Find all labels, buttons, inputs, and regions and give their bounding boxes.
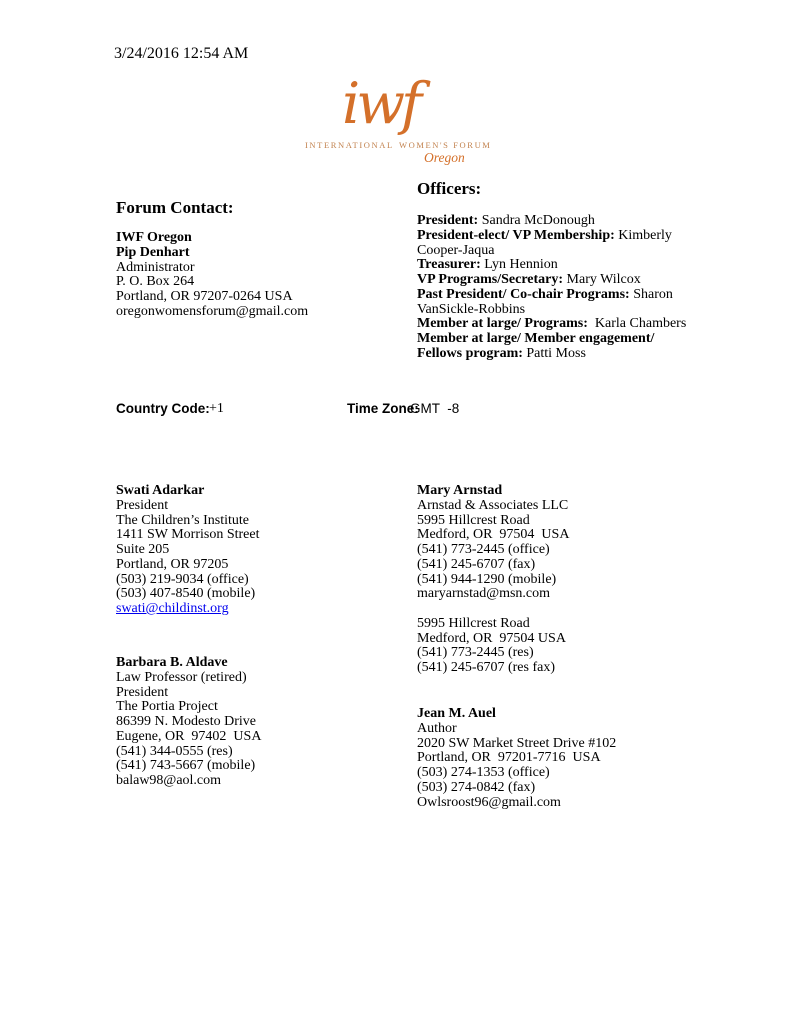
member-entry-mary-arnstad: [417, 484, 707, 676]
member-line: Suite 205: [116, 542, 170, 557]
time-zone-value: GMT -8: [410, 401, 460, 416]
member-line: Law Professor (retired): [116, 669, 247, 685]
officer-entry: President-elect/ VP Membership: Kimberly: [417, 227, 672, 243]
officer-entry: Cooper-Jaqua: [417, 242, 495, 258]
member-line: 5995 Hillcrest Road: [417, 512, 530, 528]
officer-entry: VP Programs/Secretary: Mary Wilcox: [417, 272, 641, 287]
officer-entry: Fellows program: Patti Moss: [417, 345, 586, 361]
member-line: Portland, OR 97201-7716 USA: [417, 750, 601, 766]
member-line: The Portia Project: [116, 699, 218, 715]
officer-entry: Treasurer: Lyn Hennion: [417, 257, 558, 273]
country-code-label: Country Code:: [116, 401, 210, 416]
spacer-line: [417, 602, 707, 617]
officer-entry: President: Sandra McDonough: [417, 213, 595, 228]
member-phone: (541) 944-1290 (mobile): [417, 571, 557, 587]
logo-region-oregon: Oregon: [424, 150, 465, 165]
member-phone: (541) 245-6707 (res fax): [417, 660, 556, 675]
member-name: Jean M. Auel: [417, 706, 496, 721]
member-line: 5995 Hillcrest Road: [417, 615, 530, 631]
member-name: Barbara B. Aldave: [116, 655, 228, 670]
officers-list: [417, 214, 699, 362]
country-code-value: +1: [209, 401, 224, 416]
member-phone: (503) 274-0842 (fax): [417, 779, 536, 795]
email-link[interactable]: swati@childinst.org: [116, 601, 229, 616]
member-entry-barbara-aldave: [116, 656, 406, 789]
member-phone: (503) 274-1353 (office): [417, 765, 550, 780]
member-line: 2020 SW Market Street Drive #102: [417, 735, 617, 751]
iwf-logo: [300, 71, 495, 171]
print-timestamp: 3/24/2016 12:54 AM: [114, 45, 249, 62]
officer-entry: Past President/ Co-chair Programs: Sharon: [417, 286, 673, 302]
forum-contact-line: P. O. Box 264: [116, 274, 195, 290]
logo-text-international: INTERNATIONAL: [305, 140, 394, 150]
member-phone: (541) 344-0555 (res): [116, 743, 233, 759]
member-line: 1411 SW Morrison Street: [116, 527, 260, 543]
forum-contact-admin: Pip Denhart: [116, 244, 190, 260]
member-line: Medford, OR 97504 USA: [417, 630, 566, 646]
forum-contact-line: Administrator: [116, 259, 195, 275]
member-phone: (541) 773-2445 (office): [417, 542, 550, 557]
member-email: Owlsroost96@gmail.com: [417, 794, 561, 810]
member-line: Medford, OR 97504 USA: [417, 527, 570, 543]
member-name: Swati Adarkar: [116, 483, 205, 498]
member-line: 86399 N. Modesto Drive: [116, 714, 256, 729]
member-line: President: [116, 684, 169, 700]
member-line: Eugene, OR 97402 USA: [116, 728, 262, 744]
officers-heading: Officers:: [417, 179, 482, 198]
member-phone: (503) 219-9034 (office): [116, 571, 249, 587]
forum-contact-block: [116, 231, 396, 320]
forum-contact-heading: Forum Contact:: [116, 198, 234, 217]
member-phone: (541) 743-5667 (mobile): [116, 758, 256, 774]
forum-contact-line: Portland, OR 97207-0264 USA: [116, 289, 293, 304]
officer-entry: Member at large/ Programs: Karla Chambers: [417, 316, 687, 332]
member-line: Author: [417, 720, 457, 736]
member-phone: (541) 245-6707 (fax): [417, 556, 536, 572]
member-line: Arnstad & Associates LLC: [417, 497, 569, 513]
iwf-logo-script: iwf: [342, 71, 419, 137]
member-phone: (503) 407-8540 (mobile): [116, 586, 256, 602]
member-line: The Children’s Institute: [116, 512, 249, 528]
officer-entry: Member at large/ Member engagement/: [417, 331, 655, 346]
member-entry-jean-auel: [417, 707, 707, 810]
time-zone-label: Time Zone:: [347, 401, 419, 416]
member-phone: (541) 773-2445 (res): [417, 645, 534, 661]
forum-contact-email: oregonwomensforum@gmail.com: [116, 303, 309, 319]
forum-contact-org: IWF Oregon: [116, 230, 192, 245]
member-entry-swati-adarkar: [116, 484, 406, 617]
member-line: Portland, OR 97205: [116, 556, 229, 572]
member-email: balaw98@aol.com: [116, 773, 222, 788]
officer-entry: VanSickle-Robbins: [417, 301, 526, 317]
logo-text-womens-forum: WOMEN'S FORUM: [399, 140, 492, 150]
member-email: maryarnstad@msn.com: [417, 586, 551, 602]
member-line: President: [116, 497, 169, 513]
member-name: Mary Arnstad: [417, 483, 503, 498]
